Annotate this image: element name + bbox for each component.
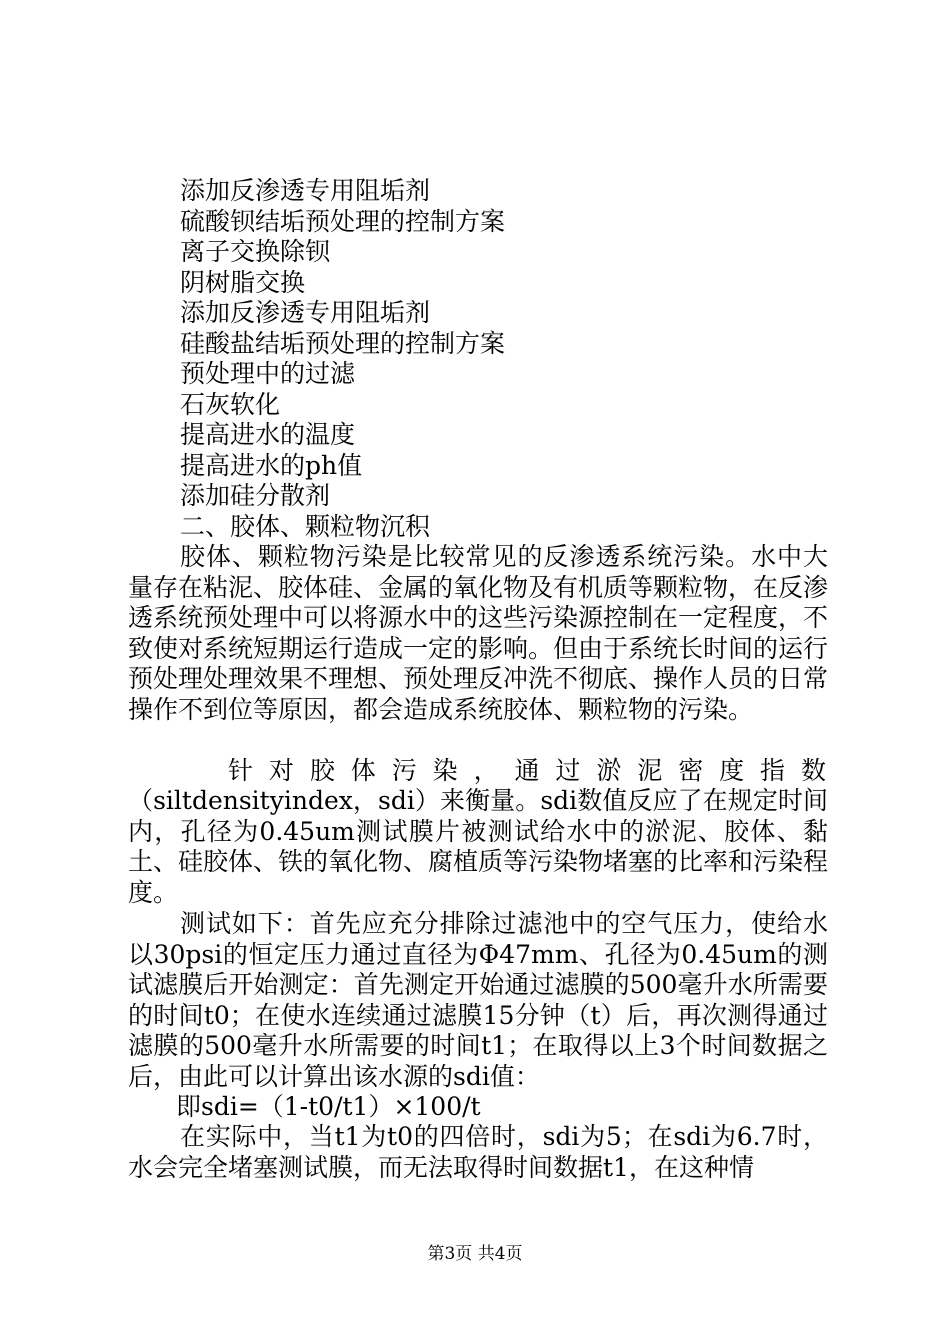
- list-item: 离子交换除钡: [180, 237, 331, 266]
- list-item: 提高进水的温度: [180, 420, 356, 449]
- section-heading: 二、胶体、颗粒物沉积: [180, 512, 431, 541]
- formula: 即sdi=（1-t0/t1）×100/t: [176, 1092, 481, 1121]
- list-item: 添加硅分散剂: [180, 481, 331, 510]
- list-item: 石灰软化: [180, 390, 281, 419]
- list-item: 硫酸钡结垢预处理的控制方案: [180, 207, 506, 236]
- list-item: 硅酸盐结垢预处理的控制方案: [180, 329, 506, 358]
- list-item: 添加反渗透专用阻垢剂: [180, 298, 431, 327]
- page-footer: 第3页 共4页: [427, 1244, 523, 1264]
- list-item: 预处理中的过滤: [180, 359, 356, 388]
- paragraph-colloid-pollution: 胶体、颗粒物污染是比较常见的反渗透系统污染。水中大量存在粘泥、胶体硅、金属的氧化物及有机质等颗粒物，在反渗透系统预处理中可以将源水中的这些污染源控制在一定程度，不致使对系统短期运行造成一定的影响。但由于系统长时间的运行预处理处理效果不理想、预处理反冲洗不彻底、操作人员的日常操作不到位等原因，都会造成系统胶体、颗粒物的污染。: [128, 542, 829, 724]
- list-item: 阴树脂交换: [180, 268, 306, 297]
- list-item: 添加反渗透专用阻垢剂: [180, 176, 431, 205]
- list-item: 提高进水的ph值: [180, 451, 363, 480]
- paragraph-test-procedure: 测试如下：首先应充分排除过滤池中的空气压力，使给水以30psi的恒定压力通过直径为Φ47mm、孔径为0.45um的测试滤膜后开始测定：首先测定开始通过滤膜的500毫升水所需要的时间t0；在使水连续通过滤膜15分钟（t）后，再次测得通过滤膜的500毫升水所需要的时间t1；在取得以上3个时间数据之后，由此可以计算出该水源的sdi值：: [128, 909, 828, 1091]
- paragraph-practice: 在实际中，当t1为t0的四倍时，sdi为5；在sdi为6.7时，水会完全堵塞测试膜，而无法取得时间数据t1，在这种情: [128, 1122, 828, 1182]
- paragraph-sdi-intro: 针对胶体污染，通过淤泥密度指数: [228, 756, 828, 785]
- paragraph-sdi-definition: （siltdensityindex，sdi）来衡量。sdi数值反应了在规定时间内，孔径为0.45um测试膜片被测试给水中的淤泥、胶体、黏土、硅胶体、铁的氧化物、腐植质等污染物堵塞的比率和污染程度。: [128, 786, 829, 907]
